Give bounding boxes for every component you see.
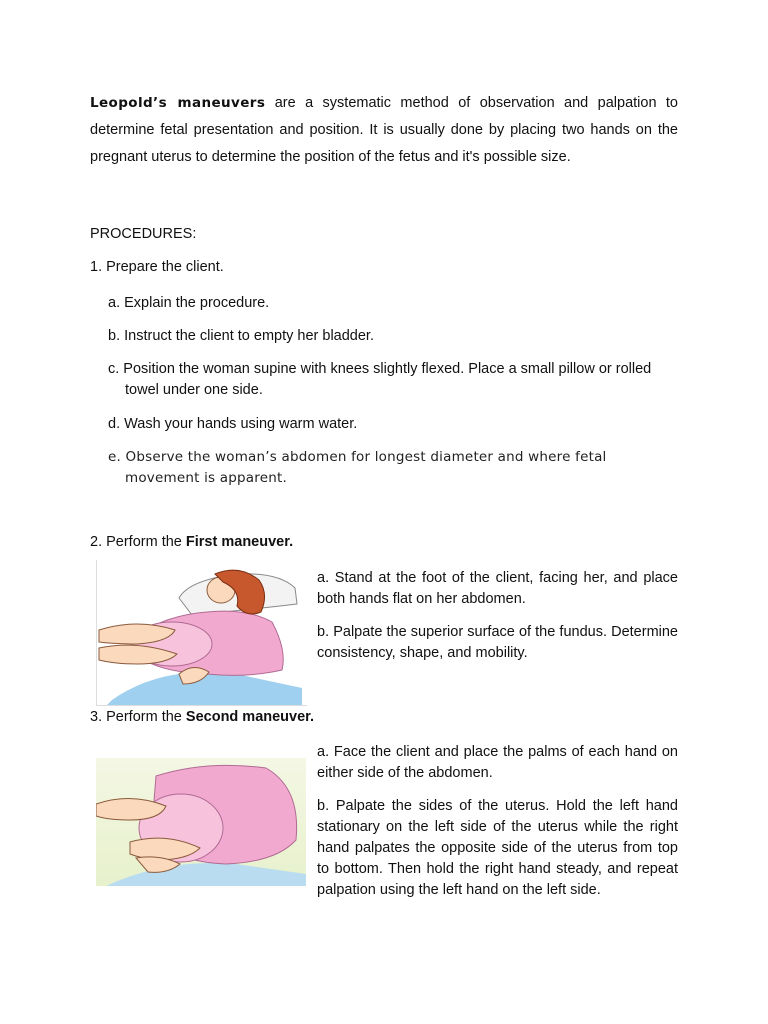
step1-item-c-text: c. Position the woman supine with knees slightly flexed. Place a small pillow or rolled towel under one side. <box>108 361 652 398</box>
intro-lead-term: Leopold’s maneuvers <box>90 95 266 111</box>
step3-prefix: 3. Perform the <box>90 709 186 725</box>
step1-item-e <box>108 447 678 489</box>
step3-item-b: b. Palpate the sides of the uterus. Hold the left hand stationary on the left side of the uterus while the right hand palpates the opposite side of the uterus from top to bottom. Then hold the right hand steady, and repeat palpation using the left hand on the left side. <box>317 798 678 898</box>
procedures-heading: PROCEDURES: <box>90 226 197 242</box>
step2-item-b: b. Palpate the superior surface of the fundus. Determine consistency, shape, and mobility. <box>317 624 678 661</box>
step2-title <box>90 534 293 550</box>
step1-item-d: d. Wash your hands using warm water. <box>108 416 358 432</box>
step1-item-e-text: e. Observe the woman’s abdomen for longest diameter and where fetal movement is apparent. <box>108 449 607 486</box>
step3-maneuver-name: Second maneuver. <box>185 709 315 725</box>
second-maneuver-illustration <box>96 758 306 886</box>
intro-text: are a systematic method of observation and palpation to determine fetal presentation and position. It is usually done by placing two hands on the pregnant uterus to determine the position of the fetus and it's possible size. <box>90 95 679 165</box>
step2-item-a: a. Stand at the foot of the client, facing her, and place both hands flat on her abdomen. <box>317 570 678 607</box>
step3-item-a: a. Face the client and place the palms of each hand on either side of the abdomen. <box>317 744 678 781</box>
step1-item-c <box>108 359 678 401</box>
step2-prefix: 2. Perform the <box>90 534 186 550</box>
intro-paragraph <box>90 90 678 171</box>
first-maneuver-illustration <box>96 560 307 706</box>
step3-title <box>90 709 314 725</box>
step1-item-b: b. Instruct the client to empty her bladder. <box>108 328 374 344</box>
step1-title: 1. Prepare the client. <box>90 259 224 275</box>
step1-item-a: a. Explain the procedure. <box>108 295 270 311</box>
step2-maneuver-name: First maneuver. <box>185 534 294 550</box>
